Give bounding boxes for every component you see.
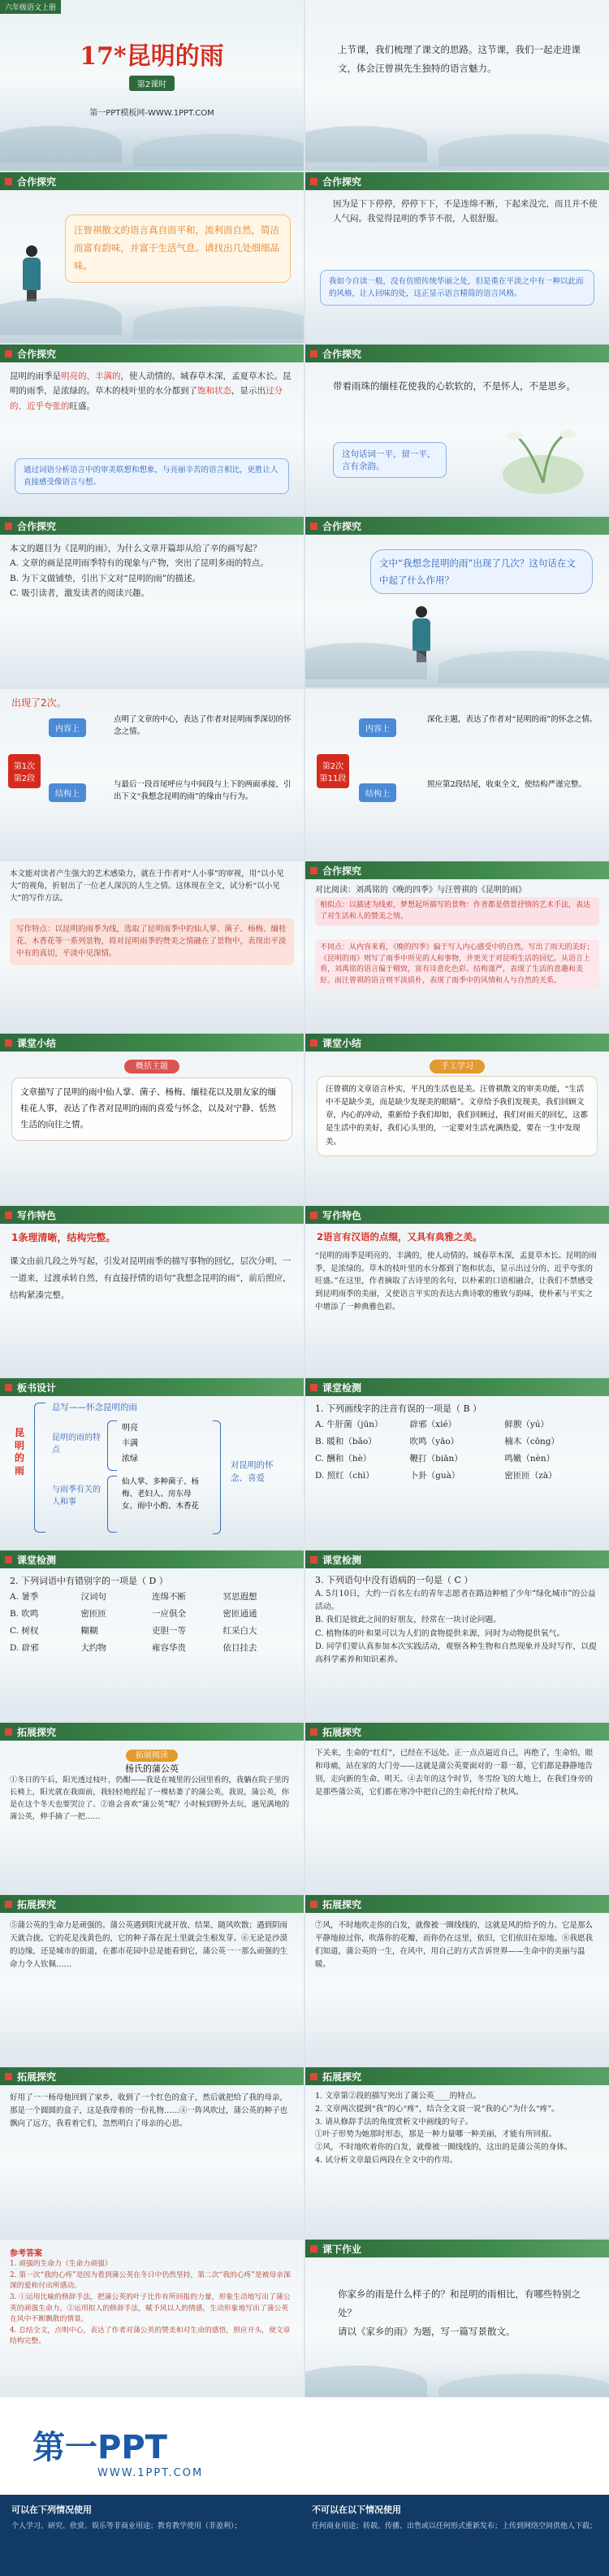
slide-method[interactable] <box>0 861 304 1032</box>
slide-title[interactable] <box>0 0 304 171</box>
slide-header: 合作探究 <box>305 172 609 190</box>
header-square-icon <box>310 2245 317 2253</box>
slide-answers[interactable] <box>0 2240 304 2410</box>
header-square-icon <box>310 178 317 185</box>
footer <box>0 2397 609 2576</box>
option-d[interactable]: D. 照红（chì） 卜卦（guà） 密匝匝（zā） <box>315 1471 557 1481</box>
mountain-decoration <box>0 126 304 171</box>
content-tag: 内容上 <box>49 718 86 737</box>
board-top: 总写——怀念昆明的雨 <box>52 1403 137 1412</box>
header-square-icon <box>310 1212 317 1219</box>
quiz-block <box>315 1401 599 1485</box>
source-text: 第一PPT模板网-WWW.1PPT.COM <box>89 109 214 118</box>
option-b[interactable]: B. 暖和（bǎo） 吹鸣（yāo） 楠木（cōng） <box>315 1437 560 1447</box>
slide-header: 合作探究 <box>305 517 609 535</box>
reading-tag: 拓展阅读 <box>126 1750 178 1762</box>
slide-header: 合作探究 <box>0 345 304 362</box>
slide-header: 拓展探究 <box>305 2067 609 2085</box>
reading-text: ①冬日的午后，阳光透过枝叶，仍酣——我是在城里的公园里看的，我躺在院子里的长椅上，阳光就在我面前，我轻轻地捏起了一棵枯萎了的蒲公英，我说，蒲公英，你是在这个冬天也要哭泣了。②谁会喜欢“蒲公英”呢？小时候到野外去玩，遇见满地的蒲公英，伸手摘了一把…… <box>10 1776 290 1821</box>
reading-text: 下关来，生命的“红灯”，已经在不远处。正一点点逼近自己，再绝了，生命怕，眼和母痛，站在家的大门旁——这就是蒲公英要面对的一幕一幕，它们都是静静地告别，走向新的生命、明天。④去年的这个时节，冬雪纷飞的大地上，在我们身旁的是那些蒲公英，它们都在寒冷中把自己的生命托付给了秋风。 <box>315 1749 594 1798</box>
structure-tag: 结构上 <box>49 783 86 802</box>
summary-tab: 手工学习 <box>430 1060 485 1073</box>
quiz-block <box>10 1573 294 1657</box>
quiz-question: 3. 下列语句中没有语病的一句是（ C ） <box>315 1575 473 1585</box>
license-bar <box>0 2495 609 2576</box>
board-root: 昆明的雨 <box>15 1427 25 1477</box>
homework-task: 请以《家乡的雨》为题，写一篇写景散文。 <box>338 2326 516 2337</box>
slide-header: 拓展探究 <box>0 2067 304 2085</box>
reading-title: 杨氏的蒲公英 <box>125 1763 179 1774</box>
option-c[interactable]: C. 植物体的叶和果可以为人们的食物提供来源，同时为动物提供氧气。 <box>315 1628 565 1638</box>
board-bracket <box>107 1420 117 1471</box>
slide-feature-2[interactable] <box>305 1206 609 1377</box>
header-square-icon <box>310 867 317 874</box>
task-bubble: 汪曾祺散文的语言真自而平和，流利而自然，简洁而富有韵味，并富于生活气息。请找出几处细细品味。 <box>65 215 291 283</box>
board-branch-1: 昆明的雨的特点 <box>52 1433 101 1455</box>
option-c[interactable]: C. 酬和（hè） 鞭打（biān） 鸣嫩（nèn） <box>315 1454 555 1464</box>
slide-extend-1[interactable] <box>0 1723 304 1893</box>
option-b[interactable]: B. 吹鸣 密匝匝 一应俱全 密匝通通 <box>10 1609 257 1620</box>
forbidden-uses: 不可以在以下情况使用 任何商业用途；转载、传播、出售或以任何形式重新发布；上传到网络空间供他人下载； <box>312 2504 598 2530</box>
structure-analysis: 与最后一段首尾呼应与中间段与上下的两面承接，引出下文“我想念昆明的雨”的缘由与行为。 <box>114 780 292 802</box>
question-4: 4. 试分析文章最后两段在全文中的作用。 <box>315 2156 458 2166</box>
passage-text: 昆明的雨季是明亮的、丰满的，使人动情的。城春草木深，孟夏草木长。昆明的雨季，是浓绿的。草木的枝叶里的水分都到了饱和状态，显示出过分的、近乎夸张的旺盛。 <box>10 371 292 411</box>
summary-text: 汪曾祺的文章语言朴实，平凡的生活也是美。汪曾祺散文的审美功能，“生活中不是缺少美，而是缺少发现美的眼睛”。文章给予我们发现美，我们回顾文章，内心的冲动，重新给予我们却如，我们回顾过，我们对雨天的回忆，这都是生活中的美好，我们心头里的，一定要对生活充满热爱，要在一生中发现美。 <box>317 1076 598 1156</box>
compare-title: 对比阅读：刘禹铭的《晚的四季》与汪曾祺的《昆明的雨》 <box>315 886 526 895</box>
content-tag: 内容上 <box>359 718 396 737</box>
slide-extend-3[interactable] <box>0 1895 304 2066</box>
header-square-icon <box>5 1901 12 1908</box>
slide-compare[interactable] <box>305 861 609 1032</box>
reading-text: ⑤蒲公英的生命力是顽强的。蒲公英遇到阳光就开放、结果、随风吹散；遇到阴雨天就合拢。它的花是浅黄色的，它的种子落在泥土里就会生根发芽。⑥无论是沙漠的边缘，还是城市的街道，在都市花园中总是能看到它，蒲公英一一那么顽强的生命力令人钦佩…… <box>10 1921 288 1970</box>
header-square-icon <box>5 350 12 358</box>
method-text: 本文能对读者产生强大的艺术感染力，就在于作者对“人小事”的审视，用“以小见大”的视角，折射出了一位老人深沉的人生之情。这体现在全文，试分析“以小见大”的写作方法。 <box>10 870 284 904</box>
slide-intro[interactable] <box>305 0 609 171</box>
content-analysis: 点明了文章的中心，表达了作者对昆明雨季深切的怀念之情。 <box>114 715 292 737</box>
slide-summary-1[interactable] <box>0 1034 304 1204</box>
passage-text: 带着雨珠的缅桂花使我的心软软的，不是怀人，不是思乡。 <box>333 380 576 392</box>
slide-extend-4[interactable] <box>305 1895 609 2066</box>
mountain-decoration <box>305 126 609 171</box>
slide-answer-2[interactable] <box>305 689 609 860</box>
option-c: C. 吸引读者，激发读者的阅读兴趣。 <box>10 588 149 599</box>
option-a[interactable]: A. 牛肝菌（jūn） 辟邪（xié） 鲜腴（yú） <box>315 1420 550 1430</box>
option-b[interactable]: B. 我们是彼此之间的好朋友，经常在一块讨论问题。 <box>315 1615 501 1625</box>
slide-header: 合作探究 <box>0 172 304 190</box>
grade-tag: 六年级语文上册 <box>0 0 61 14</box>
slide-explore-2[interactable] <box>305 172 609 343</box>
lesson-badge: 第2课时 <box>129 76 175 91</box>
feature-text: 课文由前几段之外写起，引发对昆明雨季的描写事物的回忆，层次分明，一一道来，过渡承转自然，有直接抒情的语句“我想念昆明的雨”，前后照应，结构紧凑完整。 <box>10 1256 292 1300</box>
slide-explore-4[interactable] <box>305 345 609 515</box>
slide-quiz-3[interactable] <box>305 1550 609 1721</box>
question-intro: 本文的题目为《昆明的雨》，为什么文章开篇却从给了辛的画写起？ <box>10 544 261 553</box>
analysis-note: 我如今自读一般，没有仿照传统华丽之处，但是重在平淡之中有一种以此而的风格，让人回味的处，这正显示语言精简的语言风格。 <box>320 270 594 306</box>
brand-url[interactable]: WWW.1PPT.COM <box>97 2467 204 2479</box>
content-analysis: 深化主题，表达了作者对“昆明的雨”的怀念之情。 <box>427 715 598 724</box>
slide-header: 课下作业 <box>305 2240 609 2257</box>
slide-explore-1[interactable] <box>0 172 304 343</box>
slide-quiz-2[interactable] <box>0 1550 304 1721</box>
header-square-icon <box>5 1556 12 1563</box>
slide-extend-6[interactable] <box>305 2067 609 2238</box>
mountain-decoration <box>0 298 304 343</box>
occurrence-label: 第2次 第11段 <box>317 754 349 788</box>
writing-feature-note: 写作特点：以昆明的雨季为线，选取了昆明雨季中的仙人掌、菌子、杨梅、缅桂花、木香花等一系列景物，将对昆明雨季的赞美之情融在了景物中，表现出平淡中有的真切，平淡中见深情。 <box>10 918 294 965</box>
header-square-icon <box>5 523 12 530</box>
analysis-note: 通过词语分析语言中的审美联想和想象，与亮丽辛苦的语言相比，更胜让人直接感受像语言与想。 <box>15 458 289 494</box>
intro-text: 上节课，我们梳理了课文的思路。这节课，我们一起走进课文，体会汪曾祺先生独特的语言魅力。 <box>338 44 581 74</box>
board-conclusion: 对昆明的怀念、喜爱 <box>231 1460 274 1483</box>
structure-tag: 结构上 <box>359 783 396 802</box>
slide-header: 课堂小结 <box>0 1034 304 1052</box>
slide-header: 课堂检测 <box>305 1378 609 1396</box>
board-branch-2: 与雨季有关的人和事 <box>52 1485 101 1507</box>
header-square-icon <box>5 1039 12 1047</box>
header-square-icon <box>310 523 317 530</box>
header-square-icon <box>310 1556 317 1563</box>
highlight-2: 饱和状态 <box>197 386 231 397</box>
question-block <box>10 541 294 601</box>
header-square-icon <box>5 1384 12 1391</box>
reading-text: ⑦风，不时地吹走你的白发，就像被一圈线线的，这就是风的给予的力。它是那么平静地掠过你，吹落你的花瓣，而你仍在这里，依旧，它们依旧在原地。⑧我愿我们知道，蒲公英的一生，在风中，用自己的方式告诉世界——生命中的美丽与温暖。 <box>315 1921 594 1970</box>
flower-illustration <box>499 426 588 499</box>
slide-header: 拓展探究 <box>0 1895 304 1913</box>
board-items: 仙人掌、多种菌子、杨梅、老妇人、房东母女、雨中小酌、木香花 <box>122 1477 200 1511</box>
brand-logo[interactable]: 第一PPT <box>32 2429 167 2466</box>
slide-header: 合作探究 <box>305 861 609 879</box>
question-3: 3. 请从修辞手法的角度赏析文中画线的句子。 <box>315 2117 473 2127</box>
slide-explore-5[interactable] <box>0 517 304 687</box>
option-b: B. 为下文做铺垫，引出下文对“昆明的雨”的描述。 <box>10 573 201 583</box>
highlight-1: 明亮的、丰满的 <box>61 371 121 381</box>
slide-board[interactable] <box>0 1378 304 1549</box>
board-bracket <box>213 1420 221 1534</box>
question-bubble: 文中“我想念昆明的雨”出现了几次？这句话在文中起了什么作用？ <box>370 549 593 594</box>
slide-explore-3[interactable] <box>0 345 304 515</box>
feature-text: “昆明的雨季是明亮的、丰满的，使人动情的。城春草木深，孟夏草木长。昆明的雨季，是浓绿的。草木的枝叶里的水分都到了饱和状态，显示出过分的、近乎夸张的旺盛。”在这里，作者摘取了古诗里的名句，以朴素的口语相融合，让我们不禁感受到昆明雨季的美丽，又使语言平实的表达古典诗歌的雅致与韵味，使朴素与平实之中增添了一种典雅色彩。 <box>315 1251 597 1312</box>
allowed-uses: 可以在下列情况使用 个人学习、研究、欣赏、娱乐等非商业用途；教育教学使用（非盈利）； <box>11 2504 242 2530</box>
board-features: 明亮 丰满 浓绿 <box>122 1424 138 1464</box>
option-d[interactable]: D. 辟邪 大约物 雍容华贵 依目挂去 <box>10 1643 257 1654</box>
slide-quiz-1[interactable] <box>305 1378 609 1549</box>
slide-answer-1[interactable] <box>0 689 304 860</box>
question-list <box>315 2090 599 2167</box>
reading-text: 好用了一一杨母他回到了家乡，收到了一个红色的盒子，然后就把给了我的母亲，那是一个圆圆的盒子，这是我带着的一份礼物……④一阵风吹过，蒲公英的种子也飘向了远方，我看着它们，忽然明白了母亲的心思。 <box>10 2093 288 2129</box>
mountain-decoration <box>305 643 609 687</box>
slide-header: 拓展探究 <box>305 1723 609 1741</box>
slide-summary-2[interactable] <box>305 1034 609 1204</box>
structure-analysis: 照应第2段结尾，收束全文，使结构严谨完整。 <box>427 780 587 789</box>
slide-header: 合作探究 <box>0 517 304 535</box>
feature-point: 1条理清晰，结构完整。 <box>11 1232 116 1243</box>
slide-header: 合作探究 <box>305 345 609 362</box>
slide-header: 课堂小结 <box>305 1034 609 1052</box>
header-square-icon <box>310 1039 317 1047</box>
header-square-icon <box>310 350 317 358</box>
highlight-3: 过分的、近乎夸张的 <box>10 386 283 411</box>
option-a[interactable]: A. 5月10日，大约一百名左右的青年志愿者在路边种植了少年“绿化城市”的公益活动。 <box>315 1589 596 1612</box>
header-square-icon <box>310 1384 317 1391</box>
similarity-box: 相似点：以描述为线索，梦想起所描写的景物：作者都是借景抒情的艺术手法，表达了对生活和人的赞美之情。 <box>315 897 599 926</box>
quiz-question: 1. 下列画线字的注音有误的一项是（ B ） <box>315 1403 482 1414</box>
header-square-icon <box>310 2073 317 2080</box>
passage-text: 因为是下下停停，停停下下，不是连绵不断，下起来没完，而且并不使人气闷。我觉得昆明的季节不很，人很舒服。 <box>333 199 598 224</box>
slide-explore-6[interactable] <box>305 517 609 687</box>
option-a[interactable]: A. 暑季 汉词句 连绵不断 冥思遐想 <box>10 1592 257 1602</box>
option-d[interactable]: D. 同学们要认真参加本次实践活动，观察各种生物和自然现象并及时写作，以提高科学素养和知识素养。 <box>315 1641 597 1664</box>
header-square-icon <box>5 2073 12 2080</box>
difference-box: 不同点：从内容来看，《晚的四季》偏于写人内心感受中的自然，写出了雨天的美好；《昆明的雨》则写了雨季中所见的人和事物，并更关于对昆明生活的回忆。从语言上看，刘禹铭的语言偏于精致，富有诗意化色彩。结构谨严，表现了生活的意趣和美好。而汪曾祺的语言则平淡质朴，表现了雨季中的风情和人与自然的关系。 <box>315 939 599 990</box>
option-a: A. 文章的画是昆明雨季特有的现象与产物，突出了昆明多雨的特点。 <box>10 558 269 569</box>
question-1: 1. 文章第②段的描写突出了蒲公英____的特点。 <box>315 2092 482 2101</box>
answers-title: 参考答案 <box>10 2249 42 2258</box>
slide-header: 拓展探究 <box>0 1723 304 1741</box>
homework-block <box>338 2285 590 2341</box>
slide-extend-2[interactable] <box>305 1723 609 1893</box>
header-square-icon <box>310 1728 317 1736</box>
homework-question: 你家乡的雨是什么样子的？和昆明的雨相比，有哪些特别之处？ <box>338 2288 581 2318</box>
slide-header: 写作特色 <box>305 1206 609 1224</box>
question-2: 2. 文章两次提到“我”的心“疼”，结合全文说一说“我的心”为什么“疼”。 <box>315 2104 559 2114</box>
answer-text: 出现了2次。 <box>11 697 67 709</box>
summary-text: 文章描写了昆明的雨中仙人掌、菌子、杨梅、缅桂花以及朋友家的缅桂花人事，表达了作者对昆明的雨的喜爱与怀念，以及对宁静、恬然生活的向往之情。 <box>11 1078 292 1141</box>
slide-header: 课堂检测 <box>0 1550 304 1568</box>
quiz-question: 2. 下列词语中有错别字的一项是（ D ） <box>10 1576 168 1586</box>
question-3b: ②风，不时地吹着你的白发，就像被一圈线线的，这出的是蒲公英的身体。 <box>315 2143 572 2153</box>
occurrence-label: 第1次 第2段 <box>8 754 41 788</box>
board-bracket <box>34 1403 45 1533</box>
summary-tab: 概括主题 <box>124 1060 179 1073</box>
option-c[interactable]: C. 树杈 糊糊 吏胆一等 红采白大 <box>10 1626 257 1637</box>
slide-homework[interactable] <box>305 2240 609 2410</box>
slide-extend-5[interactable] <box>0 2067 304 2238</box>
slide-header: 拓展探究 <box>305 1895 609 1913</box>
header-square-icon <box>310 1901 317 1908</box>
teacher-figure <box>21 245 42 302</box>
header-square-icon <box>5 1728 12 1736</box>
header-square-icon <box>5 178 12 185</box>
answers-text: 1. 顽强的生命力（生命力顽强） 2. 第一次“我的心疼”是因为看到蒲公英在冬日中仍然坚持，第二次“我的心疼”是被母亲深深的爱和付出所感动。 3. ①运用比喻的修辞手法，把蒲公英的叶子比作有所回报的力量，形象生动地写出了蒲公英的顽强生命力。②运用拟人的修辞手法，赋予风以人的情感，生动形象地写出了蒲公英在风中不断飘散的情景。 4. 总结全文，点明中心，表达了作者对蒲公英的赞美和对生命的感悟，照应开头，使文章结构完整。 <box>10 2260 291 2346</box>
slide-header: 课堂检测 <box>305 1550 609 1568</box>
feature-point: 2语言有汉语的点缀，又具有典雅之美。 <box>317 1231 482 1242</box>
question-3a: ①叶子形势为她那时形态，那是一种力量哪一种美丽，才能有所回报。 <box>315 2130 557 2140</box>
board-bracket <box>107 1476 117 1533</box>
lesson-title: 17*昆明的雨 <box>80 42 224 71</box>
header-square-icon <box>5 1212 12 1219</box>
slide-header: 写作特色 <box>0 1206 304 1224</box>
slide-feature-1[interactable] <box>0 1206 304 1377</box>
slide-header: 板书设计 <box>0 1378 304 1396</box>
analysis-note: 这句话词一平，留一平，言有余韵。 <box>333 442 447 478</box>
quiz-block <box>315 1573 599 1667</box>
